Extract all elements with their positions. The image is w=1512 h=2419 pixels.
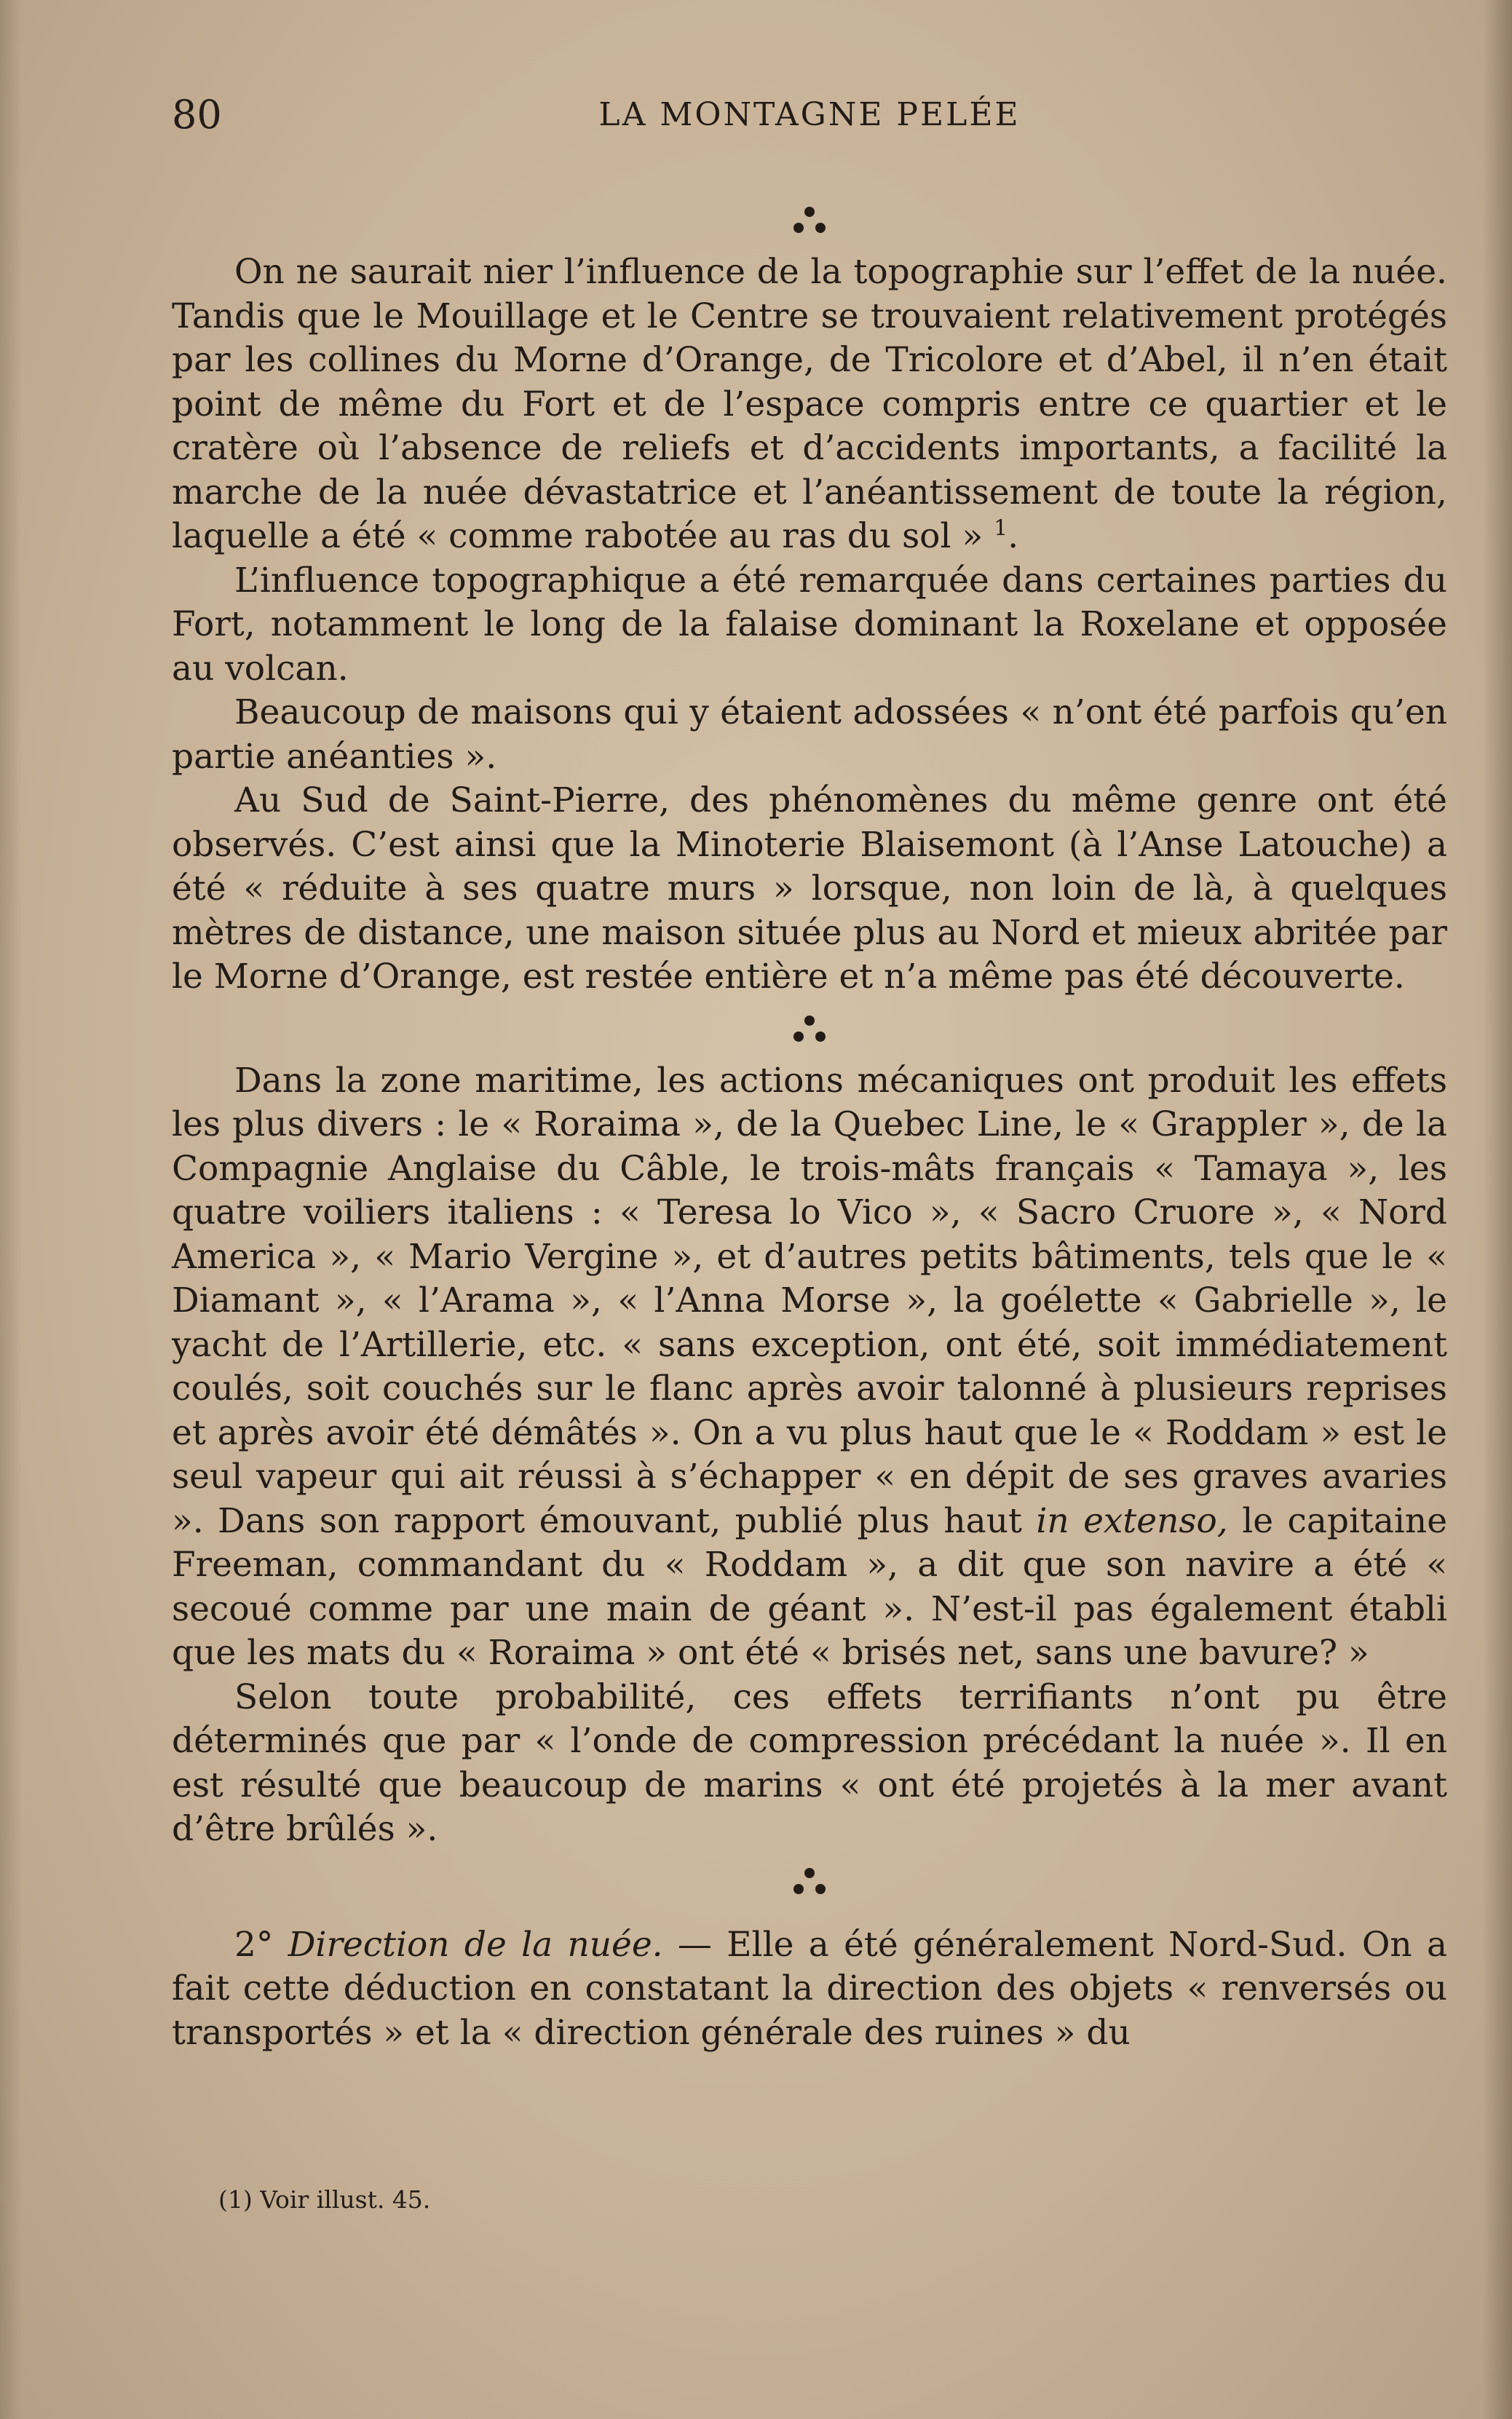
asterism-icon xyxy=(788,1012,831,1047)
page-edge-right xyxy=(1483,0,1512,2419)
footnote: (1) Voir illust. 45. xyxy=(218,2185,431,2214)
italic-phrase: in extenso, xyxy=(1036,1500,1228,1541)
asterism-separator xyxy=(172,1856,1447,1907)
asterism-separator xyxy=(172,195,1447,246)
running-title: LA MONTAGNE PELÉE xyxy=(598,96,1021,133)
paragraph: 2° Direction de la nuée. — Elle a été généralement Nord-Sud. On a fait cette déduction en constatant la direction des objets « renversés ou transportés » et la « direction générale des ruines » du xyxy=(172,1924,1447,2053)
paragraph: On ne saurait nier l’influence de la topographie sur l’effet de la nuée. Tandis que le Mouillage et le Centre se trouvaient relativement protégés par les collines du Morne d’Orange, de Tricolore et d’Abel, il n’en était point de même du Fort et de l’espace compris entre ce quartier et le cratère où l’absence de reliefs et d’accidents importants, a facilité la marche de la nuée dévastatrice et l’anéantissement de toute la région, laquelle a été « comme rabotée au ras du sol » $^1$. xyxy=(172,252,1447,556)
page-body xyxy=(172,191,1447,2055)
paragraph: Selon toute probabilité, ces effets terrifiants n’ont pu être déterminés que par « l’onde de compression précédant la nuée ». Il en est résulté que beaucoup de marins « ont été projetés à la mer avant d’être brûlés ». xyxy=(172,1676,1447,1849)
paragraph: Beaucoup de maisons qui y étaient adossées « n’ont été parfois qu’en partie anéanties ». xyxy=(172,692,1447,777)
footnote-reference: 1 xyxy=(994,515,1008,542)
paragraph: Au Sud de Saint-Pierre, des phénomènes du même genre ont été observés. C’est ainsi que la Minoterie Blaisemont (à l’Anse Latouche) a été « réduite à ses quatre murs » lorsque, non loin de là, à quelques mètres de distance, une maison située plus au Nord et mieux abritée par le Morne d’Orange, est restée entière et n’a même pas été découverte. xyxy=(172,780,1447,997)
asterism-separator xyxy=(172,1004,1447,1055)
page-edge-left xyxy=(0,0,22,2419)
asterism-icon xyxy=(788,1864,831,1899)
page-header xyxy=(172,86,1447,144)
section-heading: Direction de la nuée. xyxy=(288,1924,663,1965)
paragraph: L’influence topographique a été remarquée dans certaines parties du Fort, notamment le long de la falaise dominant la Roxelane et opposée au volcan. xyxy=(172,560,1447,689)
page-number: 80 xyxy=(172,92,222,138)
paragraph: Dans la zone maritime, les actions mécaniques ont produit les effets les plus divers : le « Roraima », de la Quebec Line, le « Grappler », de la Compagnie Anglaise du Câble, le trois-mâts français « Tamaya », les quatre voiliers italiens : « Teresa lo Vico », « Sacro Cruore », « Nord America », « Mario Vergine », et d’autres petits bâtiments, tels que le « Diamant », « l’Arama », « l’Anna Morse », la goélette « Gabrielle », le yacht de l’Artillerie, etc. « sans exception, ont été, soit immédiatement coulés, soit couchés sur le flanc après avoir talonné à plusieurs reprises et après avoir été démâtés ». On a vu plus haut que le « Roddam » est le seul vapeur qui ait réussi à s’échapper « en dépit de ses graves avaries ». Dans son rapport émouvant, publié plus haut in extenso, le capitaine Freeman, commandant du « Roddam », a dit que son navire a été « secoué comme par une main de géant ». N’est-il pas également établi que les mats du « Roraima » ont été « brisés net, sans une bavure? » xyxy=(172,1060,1448,1673)
asterism-icon xyxy=(788,203,831,238)
section-number: 2° xyxy=(234,1924,274,1965)
